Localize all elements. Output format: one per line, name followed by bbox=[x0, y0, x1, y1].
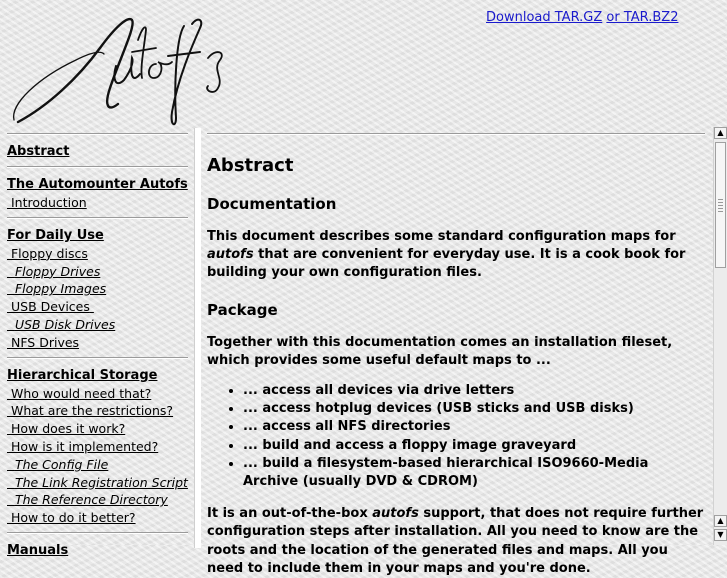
download-targz-link[interactable]: Download TAR.GZ bbox=[486, 10, 603, 25]
sidebar-nav bbox=[7, 133, 188, 560]
content-divider bbox=[207, 133, 705, 135]
nav-divider bbox=[7, 217, 188, 219]
nav-who-needs[interactable]: Who would need that? bbox=[10, 385, 152, 401]
nav-link-script[interactable]: The Link Registration Script bbox=[14, 474, 188, 490]
nav-floppy-discs[interactable]: Floppy discs bbox=[10, 245, 88, 261]
nav-implemented[interactable]: How is it implemented? bbox=[10, 438, 159, 454]
nav-usb-devices[interactable]: USB Devices bbox=[10, 299, 90, 315]
nav-reference-directory[interactable]: The Reference Directory bbox=[14, 492, 168, 508]
documentation-paragraph: This document describes some standard configuration maps for autofs that are convenient for everyday use. It is a cook book for building your own configuration files. bbox=[207, 229, 686, 281]
list-item: • ... access hotplug devices (USB sticks and USB disks) bbox=[243, 400, 705, 418]
vertical-scrollbar[interactable] bbox=[713, 127, 727, 545]
nav-automounter[interactable]: The Automounter Autofs bbox=[7, 177, 188, 192]
nav-floppy-drives[interactable]: Floppy Drives bbox=[14, 263, 101, 279]
nav-restrictions[interactable]: What are the restrictions? bbox=[10, 403, 174, 419]
frame-divider[interactable] bbox=[194, 128, 201, 548]
feature-list bbox=[207, 382, 705, 491]
download-tarbz2-link[interactable]: or TAR.BZ2 bbox=[606, 10, 679, 25]
nav-hierarchical-storage[interactable]: Hierarchical Storage bbox=[7, 367, 158, 383]
nav-do-better[interactable]: How to do it better? bbox=[10, 510, 136, 526]
support-paragraph: It is an out-of-the-box autofs support, that does not require further configuration steps after installation. All you need to know are the roots and the location of the generated files and maps. All you need to include them in your maps and you're done. bbox=[207, 506, 704, 576]
nav-floppy-images[interactable]: Floppy Images bbox=[14, 281, 107, 297]
package-paragraph: Together with this documentation comes an installation fileset, which provides some useful default maps to ... bbox=[207, 334, 673, 368]
grip-icon bbox=[718, 198, 723, 212]
scroll-up-button[interactable]: ▲ bbox=[714, 127, 727, 139]
nav-how-work[interactable]: How does it work? bbox=[10, 421, 126, 437]
documentation-heading: Documentation bbox=[207, 195, 337, 213]
download-links bbox=[486, 10, 678, 25]
page-title: Abstract bbox=[207, 155, 294, 176]
nav-divider bbox=[7, 166, 188, 168]
scrollbar-thumb[interactable] bbox=[715, 142, 726, 268]
scroll-down-button[interactable]: ▼ bbox=[714, 529, 727, 541]
list-item: • ... build and access a floppy image graveyard bbox=[243, 437, 705, 455]
nav-manuals[interactable]: Manuals bbox=[7, 542, 69, 558]
nav-config-file[interactable]: The Config File bbox=[14, 456, 109, 472]
nav-abstract[interactable]: Abstract bbox=[7, 144, 70, 159]
nav-nfs-drives[interactable]: NFS Drives bbox=[10, 334, 80, 350]
main-content bbox=[207, 133, 705, 578]
nav-divider bbox=[7, 357, 188, 359]
list-item: • ... build a filesystem-based hierarchical ISO9660-Media Archive (usually DVD & CDROM) bbox=[243, 455, 705, 491]
nav-divider bbox=[7, 532, 188, 534]
autofs-logo bbox=[8, 8, 230, 130]
nav-usb-disk-drives[interactable]: USB Disk Drives bbox=[14, 316, 116, 332]
nav-introduction[interactable]: Introduction bbox=[10, 195, 87, 210]
list-item: • ... access all NFS directories bbox=[243, 418, 705, 436]
list-item: • ... access all devices via drive letters bbox=[243, 382, 705, 400]
nav-divider bbox=[7, 133, 188, 135]
scroll-up-button-bottom[interactable]: ▲ bbox=[714, 515, 727, 527]
nav-daily-use[interactable]: For Daily Use bbox=[7, 227, 104, 243]
package-heading: Package bbox=[207, 300, 278, 319]
